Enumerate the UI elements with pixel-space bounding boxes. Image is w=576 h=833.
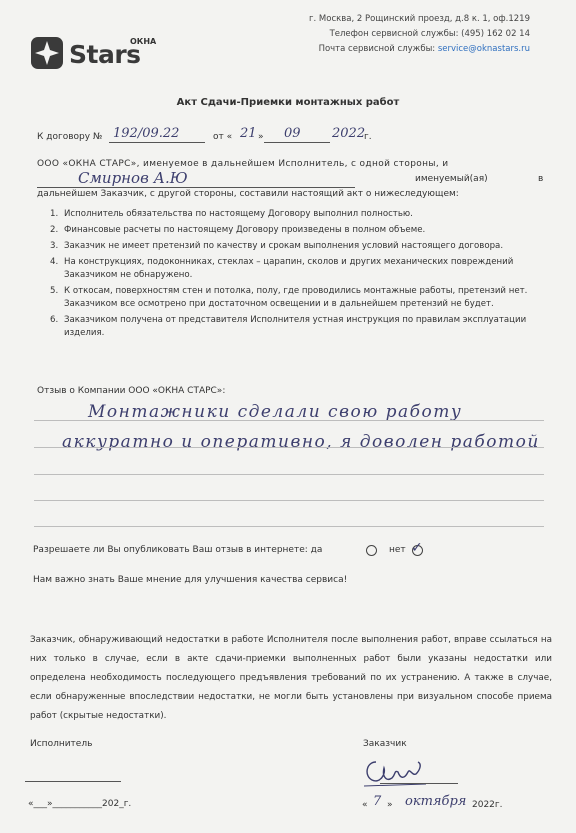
document-title: Акт Сдачи-Приемки монтажных работ	[176, 97, 400, 108]
review-line	[34, 447, 544, 448]
review-text-line-2: аккуратно и оперативно, я доволен работой	[62, 432, 540, 452]
contract-year: 2022	[332, 126, 366, 141]
contract-prefix: К договору №	[37, 132, 103, 142]
executor-signature-line	[25, 781, 121, 782]
email-link[interactable]: service@oknastars.ru	[437, 44, 530, 54]
month-underline	[264, 142, 330, 143]
executor-label: Исполнитель	[30, 739, 93, 749]
list-item: 1. Исполнитель обязательства по настоящему Договору выполнил полностью.	[50, 209, 413, 219]
date-close-quote: »	[258, 132, 264, 142]
customer-label: Заказчик	[363, 739, 407, 749]
customer-name-underline	[37, 187, 355, 188]
company-email-line	[319, 44, 530, 54]
customer-day: 7	[373, 794, 382, 809]
executor-date: «___»___________202_г.	[28, 799, 132, 809]
list-item: 6. Заказчиком получена от представителя Исполнителя устная инструкция по правилам эксплуатации изделия.	[50, 315, 527, 338]
list-item: 5. К откосам, поверхностям стен и потолка, полу, где проводились монтажные работы, претензий нет. Заказчиком все осмотрено при достаточном освещении и в дальнейшем претензий не будет.	[50, 286, 528, 309]
list-item: 4. На конструкциях, подоконниках, стеклах – царапин, сколов и других механических повреждений Заказчиком не обнаружено.	[50, 257, 514, 280]
feedback-note: Нам важно знать Ваше мнение для улучшения качества сервиса!	[33, 575, 348, 585]
review-line	[34, 420, 544, 421]
logo-stars-text: Stars	[69, 40, 141, 69]
contract-number-underline	[109, 142, 205, 143]
date-from: от «	[213, 132, 233, 142]
publish-no-label: нет	[389, 545, 406, 555]
contract-month: 09	[284, 126, 301, 141]
email-label: Почта сервисной службы:	[318, 44, 436, 54]
intro-line-1: ООО «ОКНА СТАРС», именуемое в дальнейшем Исполнитель, с одной стороны, и	[37, 159, 449, 169]
customer-month: октября	[405, 794, 467, 809]
windows-logo-icon	[30, 36, 64, 70]
checkmark-icon: ✓	[411, 540, 423, 556]
customer-year: 2022г.	[472, 800, 503, 810]
list-item: 2. Финансовые расчеты по настоящему Договору произведены в полном объеме.	[50, 225, 426, 235]
customer-date-open: «	[362, 800, 368, 810]
customer-signature-line	[380, 783, 458, 784]
intro-line-3: дальнейшем Заказчик, с другой стороны, составили настоящий акт о нижеследующем:	[37, 189, 459, 199]
publish-question: Разрешаете ли Вы опубликовать Ваш отзыв в интернете: да	[33, 545, 323, 555]
customer-signature-icon	[360, 752, 430, 792]
intro-named: именуемый(ая)	[415, 174, 488, 184]
logo-okna-text: ОКНА	[130, 37, 157, 46]
company-logo	[30, 36, 157, 70]
review-line	[34, 500, 544, 501]
publish-yes-radio[interactable]	[366, 545, 377, 556]
company-address: г. Москва, 2 Рощинский проезд, д.8 к. 1, оф.1219	[309, 14, 530, 24]
company-phone: Телефон сервисной службы: (495) 162 02 14	[329, 29, 530, 39]
review-line	[34, 474, 544, 475]
customer-date-mid: »	[387, 800, 393, 810]
disclaimer-paragraph: Заказчик, обнаруживающий недостатки в работе Исполнителя после выполнения работ, вправе ссылаться на них только в случае, если в акте сдачи-приемки выполненных работ были указаны недостатки или определена необходимость последующего предъявления требований по их устранению. А также в случае, если обнаруженные впоследствии недостатки, не могли быть установлены при визуальном способе приема работ (скрытые недостатки).	[30, 635, 552, 721]
review-line	[34, 526, 544, 527]
act-items-list	[50, 208, 546, 343]
review-text-line-1: Монтажники сделали свою работу	[88, 402, 463, 422]
date-suffix: г.	[364, 132, 372, 142]
list-item: 3. Заказчик не имеет претензий по качеству и срокам выполнения условий настоящего договора.	[50, 241, 504, 251]
customer-name: Смирнов А.Ю	[78, 169, 188, 187]
contract-day: 21	[240, 126, 257, 141]
intro-in: в	[538, 174, 544, 184]
contract-number: 192/09.22	[113, 126, 180, 141]
review-label: Отзыв о Компании ООО «ОКНА СТАРС»:	[37, 386, 226, 396]
